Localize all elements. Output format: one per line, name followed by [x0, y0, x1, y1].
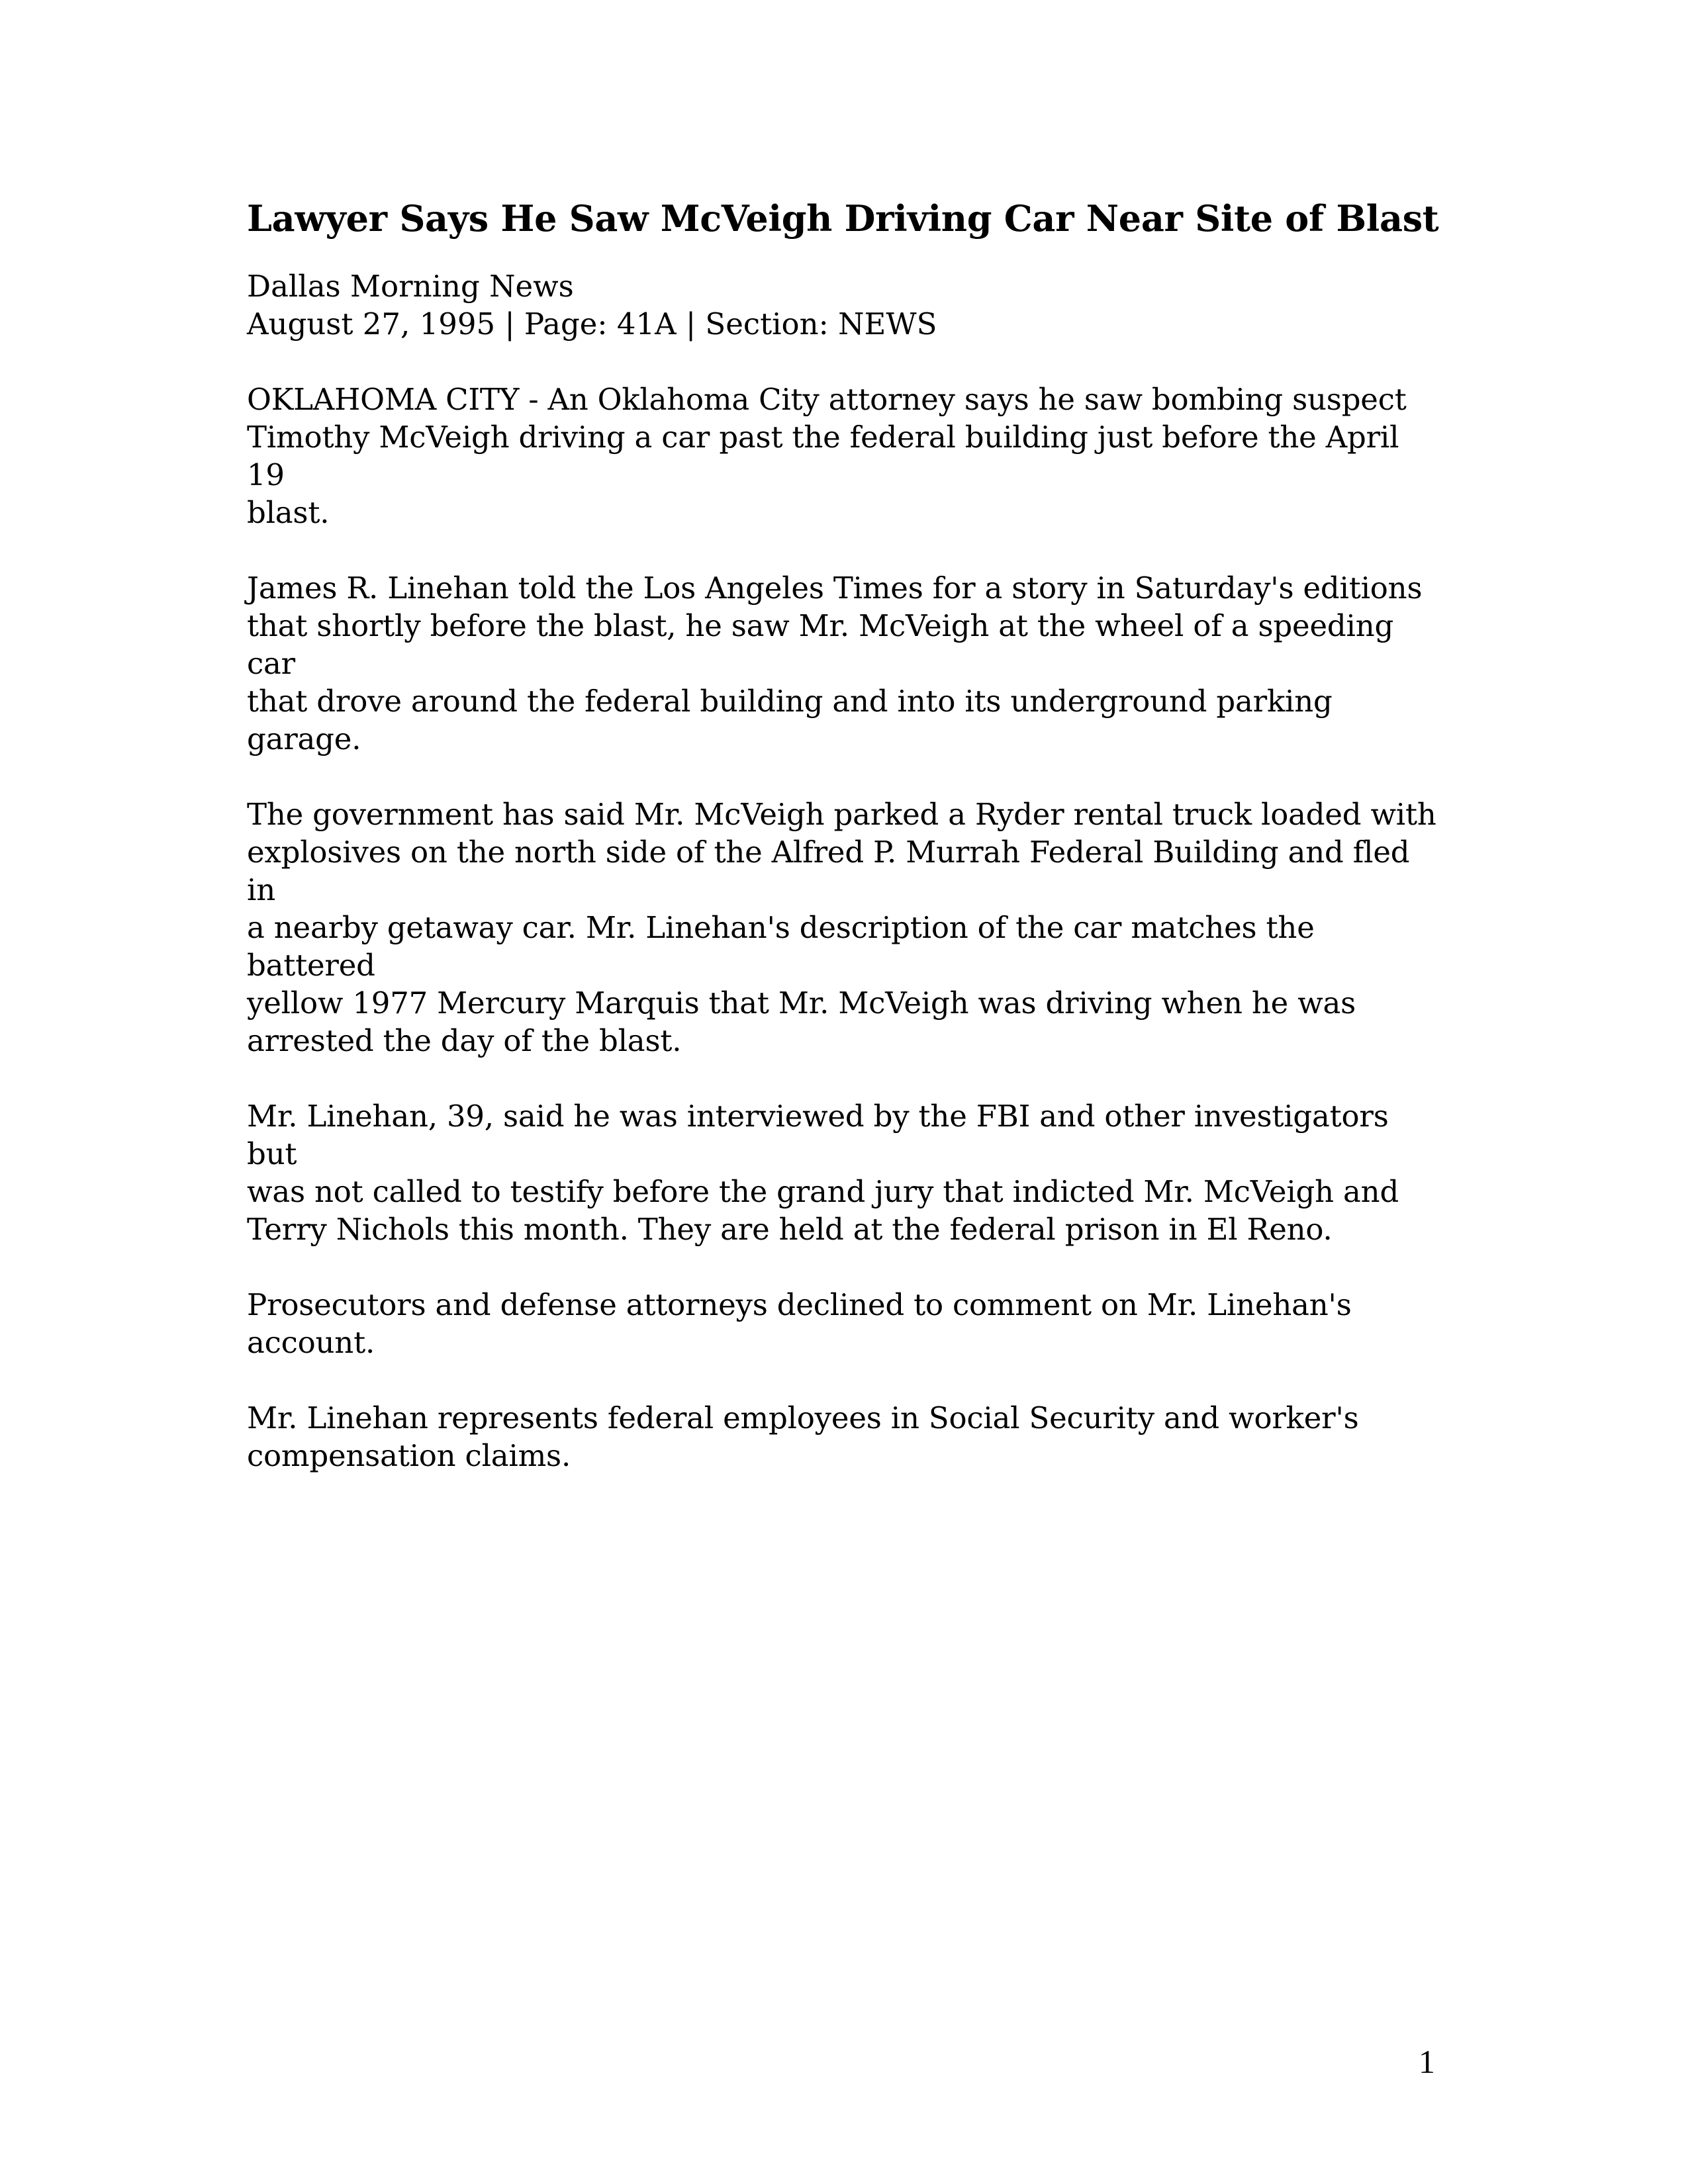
article-meta [247, 267, 1438, 343]
article-paragraph-6: Mr. Linehan represents federal employees in Social Security and worker's compensation claims. [247, 1400, 1359, 1473]
article-source: Dallas Morning News [247, 269, 574, 304]
article-paragraph-4: Mr. Linehan, 39, said he was interviewed by the FBI and other investigators but was not called to testify before the grand jury that indicted Mr. McVeigh and Terry Nichols this month. They are held at the federal prison in El Reno. [247, 1099, 1399, 1247]
article-dateline: August 27, 1995 | Page: 41A | Section: NEWS [247, 306, 937, 341]
article-paragraph-1: OKLAHOMA CITY - An Oklahoma City attorney says he saw bombing suspect Timothy McVeigh driving a car past the federal building just before the April 19 blast. [247, 382, 1407, 530]
article-title: Lawyer Says He Saw McVeigh Driving Car Near Site of Blast [247, 197, 1439, 240]
article-paragraph-5: Prosecutors and defense attorneys declined to comment on Mr. Linehan's account. [247, 1287, 1352, 1360]
page-number: 1 [1419, 2043, 1435, 2080]
article-paragraph-3: The government has said Mr. McVeigh parked a Ryder rental truck loaded with explosives on the north side of the Alfred P. Murrah Federal Building and fled in a nearby getaway car. Mr. Linehan's description of the car matches the battered yellow 1977 Mercury Marquis that Mr. McVeigh was driving when he was arrested the day of the blast. [247, 797, 1436, 1058]
article-paragraph-2: James R. Linehan told the Los Angeles Times for a story in Saturday's editions that shortly before the blast, he saw Mr. McVeigh at the wheel of a speeding car that drove around the federal building and into its underground parking garage. [247, 570, 1423, 756]
article [247, 192, 1438, 1475]
